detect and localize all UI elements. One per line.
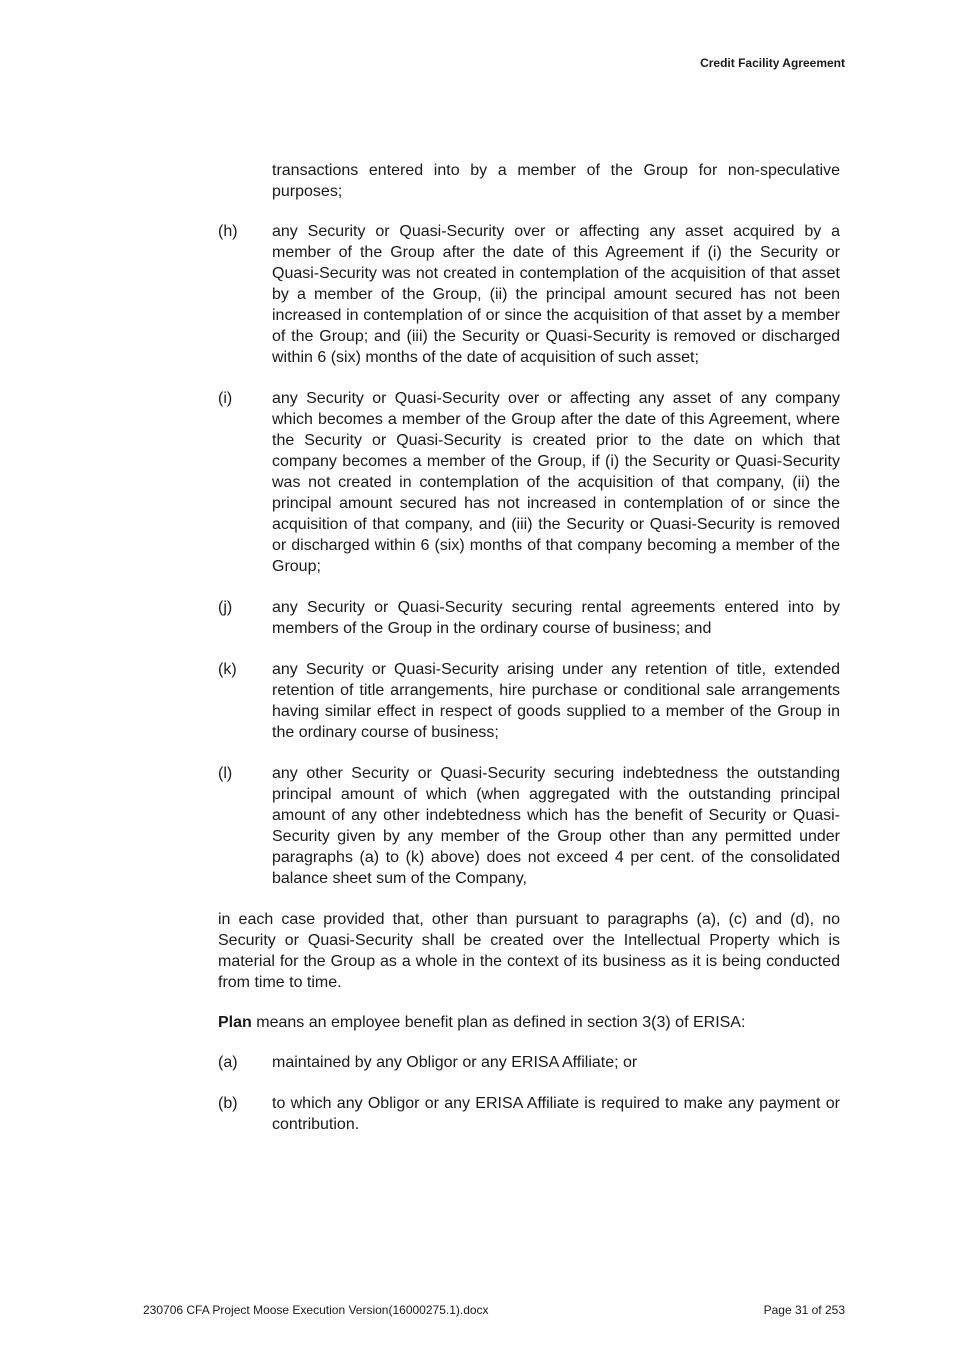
list-item-text: any Security or Quasi-Security arising under any retention of title, extended retention of title arrangements, hire purchase or conditional sale arrangements having similar effect in respect of goods supplied to a member of the Group in the ordinary course of business; [272,661,840,741]
plan-list-item-a [218,1052,840,1073]
list-item-i [218,388,840,577]
document-body [218,160,840,1155]
defined-term: Plan [218,1014,252,1031]
list-item-label: (h) [218,223,238,240]
list-item-j [218,597,840,639]
list-item-text: any other Security or Quasi-Security securing indebtedness the outstanding principal amount of which (when aggregated with the outstanding principal amount of any other indebtedness which has the benefit of Security or Quasi-Security given by any member of the Group other than any permitted under paragraphs (a) to (k) above) does not exceed 4 per cent. of the consolidated balance sheet sum of the Company, [272,765,840,887]
list-item-label: (j) [218,599,233,616]
list-item-l [218,763,840,889]
list-item-text: any Security or Quasi-Security securing rental agreements entered into by members of the Group in the ordinary course of business; and [272,599,840,637]
list-item-label: (b) [218,1095,238,1112]
continued-paragraph: transactions entered into by a member of the Group for non-speculative purposes; [272,162,840,200]
list-item-text: maintained by any Obligor or any ERISA Affiliate; or [272,1054,638,1071]
list-item-label: (k) [218,661,237,678]
list-item-text: to which any Obligor or any ERISA Affiliate is required to make any payment or contribution. [272,1095,840,1133]
document-header-title: Credit Facility Agreement [700,56,845,70]
plan-list-item-b [218,1093,840,1135]
proviso-paragraph: in each case provided that, other than pursuant to paragraphs (a), (c) and (d), no Security or Quasi-Security shall be created over the Intellectual Property which is material for the Group as a whole in the context of its business as it is being conducted from time to time. [218,911,840,991]
plan-definition-paragraph [218,1012,840,1033]
footer-page-number: Page 31 of 253 [763,1303,845,1317]
list-item-label: (a) [218,1054,238,1071]
footer-filename: 230706 CFA Project Moose Execution Version(16000275.1).docx [143,1303,489,1317]
list-item-label: (l) [218,765,233,782]
list-item-text: any Security or Quasi-Security over or affecting any asset of any company which becomes a member of the Group after the date of this Agreement, where the Security or Quasi-Security is created prior to the date on which that company becomes a member of the Group, if (i) the Security or Quasi-Security was not created in contemplation of the acquisition of that company, (ii) the principal amount secured has not increased in contemplation of or since the acquisition of that company, and (iii) the Security or Quasi-Security is removed or discharged within 6 (six) months of that company becoming a member of the Group; [272,390,840,575]
list-item-h [218,221,840,368]
list-item-k [218,659,840,743]
definition-text: means an employee benefit plan as defined in section 3(3) of ERISA: [251,1014,746,1031]
list-item-label: (i) [218,390,233,407]
list-item-text: any Security or Quasi-Security over or affecting any asset acquired by a member of the Group after the date of this Agreement if (i) the Security or Quasi-Security was not created in contemplation of the acquisition of that asset by a member of the Group, (ii) the principal amount secured has not been increased in contemplation of or since the acquisition of that asset by a member of the Group; and (iii) the Security or Quasi-Security is removed or discharged within 6 (six) months of the date of acquisition of such asset; [272,223,840,366]
